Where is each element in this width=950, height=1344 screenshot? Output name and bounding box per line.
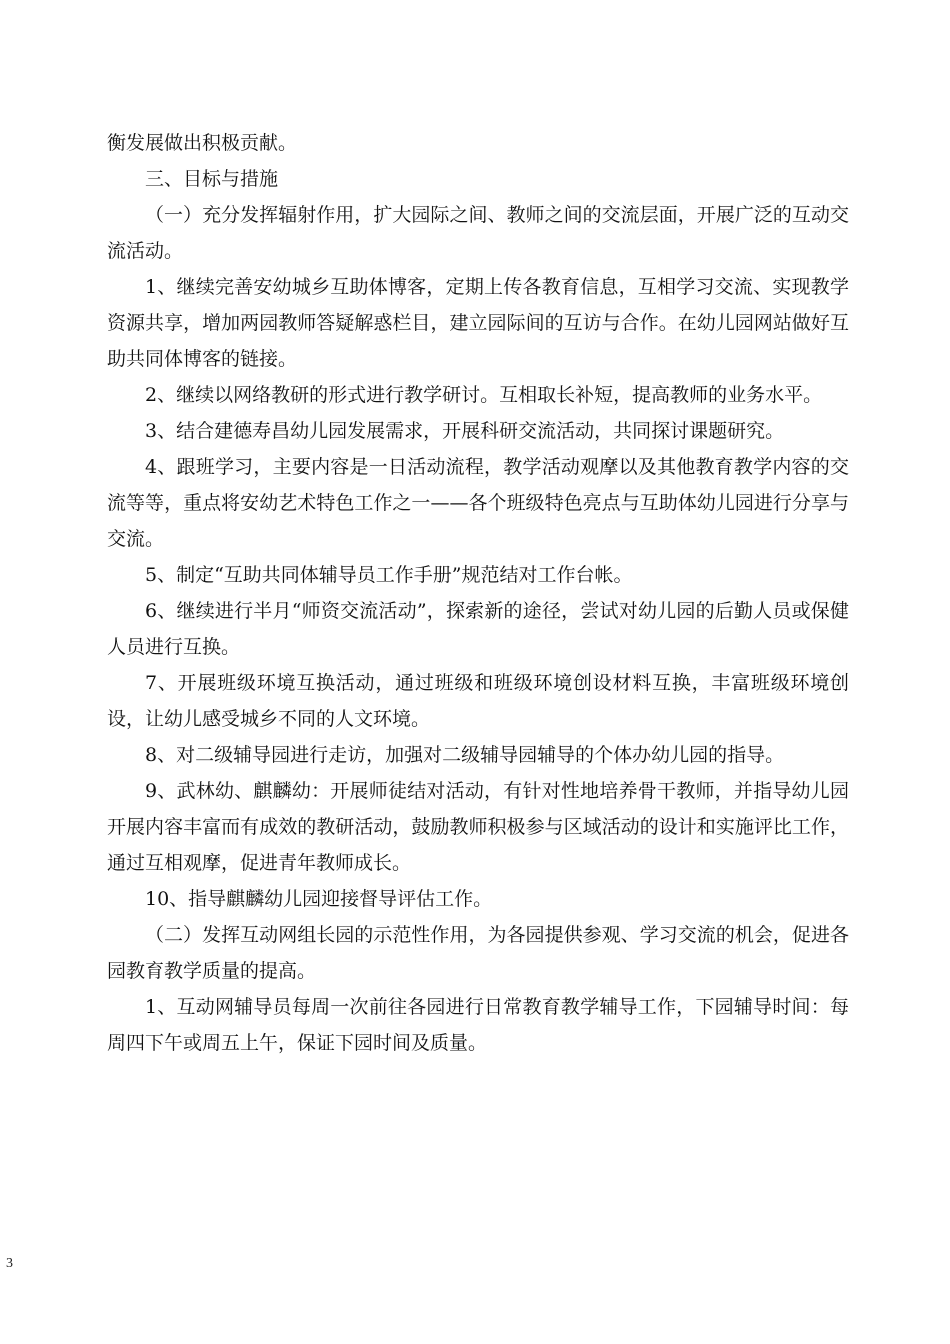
list-item-3: 3、结合建德寿昌幼儿园发展需求，开展科研交流活动，共同探讨课题研究。	[145, 420, 785, 442]
document-body	[107, 125, 849, 1061]
paragraph-continuation: 衡发展做出积极贡献。	[107, 132, 298, 154]
subsection-heading-2: （二）发挥互动网组长园的示范性作用，为各园提供参观、学习交流的机会，促进各园教育教学质量的提高。	[107, 924, 849, 982]
list-item-7: 7、开展班级环境互换活动，通过班级和班级环境创设材料互换，丰富班级环境创设，让幼儿感受城乡不同的人文环境。	[107, 672, 849, 730]
list-item-2: 2、继续以网络教研的形式进行教学研讨。互相取长补短，提高教师的业务水平。	[145, 384, 823, 406]
page-number: 3	[6, 1256, 13, 1271]
list-item-2-1: 1、互动网辅导员每周一次前往各园进行日常教育教学辅导工作，下园辅导时间：每周四下午或周五上午，保证下园时间及质量。	[107, 996, 849, 1054]
list-item-10: 10、指导麒麟幼儿园迎接督导评估工作。	[145, 888, 493, 910]
subsection-heading-1: （一）充分发挥辐射作用，扩大园际之间、教师之间的交流层面，开展广泛的互动交流活动。	[107, 204, 849, 262]
section-heading-goals-measures: 三、目标与措施	[145, 168, 279, 190]
list-item-9: 9、武林幼、麒麟幼：开展师徒结对活动，有针对性地培养骨干教师，并指导幼儿园开展内容丰富而有成效的教研活动，鼓励教师积极参与区域活动的设计和实施评比工作，通过互相观摩，促进青年教师成长。	[107, 780, 849, 874]
list-item-4: 4、跟班学习，主要内容是一日活动流程，教学活动观摩以及其他教育教学内容的交流等等，重点将安幼艺术特色工作之一——各个班级特色亮点与互助体幼儿园进行分享与交流。	[107, 456, 849, 550]
list-item-6: 6、继续进行半月“师资交流活动”，探索新的途径，尝试对幼儿园的后勤人员或保健人员进行互换。	[107, 600, 849, 658]
list-item-8: 8、对二级辅导园进行走访，加强对二级辅导园辅导的个体办幼儿园的指导。	[145, 744, 785, 766]
list-item-5: 5、制定“互助共同体辅导员工作手册”规范结对工作台帐。	[145, 564, 633, 586]
list-item-1: 1、继续完善安幼城乡互助体博客，定期上传各教育信息，互相学习交流、实现教学资源共享，增加两园教师答疑解惑栏目，建立园际间的互访与合作。在幼儿园网站做好互助共同体博客的链接。	[107, 276, 849, 370]
